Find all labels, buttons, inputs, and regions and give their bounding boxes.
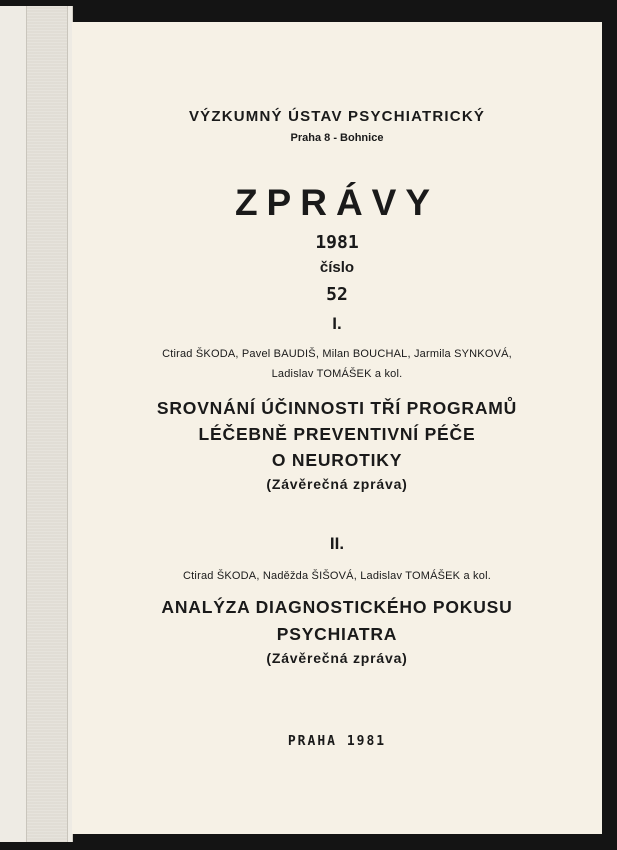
part-one-heading-line3: O NEUROTIKY — [271, 450, 403, 470]
part-one-heading-line1: SROVNÁNÍ ÚČINNOSTI TŘÍ PROGRAMŮ — [156, 398, 518, 418]
title-page — [72, 22, 602, 834]
part-two-numeral: II. — [329, 534, 345, 553]
institute-name: VÝZKUMNÝ ÚSTAV PSYCHIATRICKÝ — [188, 108, 486, 125]
institute-address: Praha 8 - Bohnice — [290, 132, 384, 144]
imprint-footer: PRAHA 1981 — [287, 734, 387, 749]
issue-label: číslo — [319, 259, 355, 276]
part-two-heading-line2: PSYCHIATRA — [276, 624, 398, 644]
spine-cloth-binding — [26, 6, 68, 842]
publication-title: ZPRÁVY — [234, 182, 440, 223]
part-two-authors: Ctirad ŠKODA, Naděžda ŠIŠOVÁ, Ladislav TOMÁŠEK a kol. — [183, 570, 491, 582]
part-two-heading-line1: ANALÝZA DIAGNOSTICKÉHO POKUSU — [161, 597, 513, 617]
issue-number: 52 — [326, 284, 348, 305]
part-one-authors-line1: Ctirad ŠKODA, Pavel BAUDIŠ, Milan BOUCHAL, Jarmila SYNKOVÁ, — [162, 348, 512, 360]
part-two-subtitle: (Závěrečná zpráva) — [266, 650, 408, 666]
book-spine — [0, 6, 73, 842]
part-one-numeral: I. — [332, 314, 342, 333]
publication-year: 1981 — [315, 232, 359, 253]
part-one-subtitle: (Závěrečná zpráva) — [266, 476, 408, 492]
part-one-heading-line2: LÉČEBNĚ PREVENTIVNÍ PÉČE — [198, 424, 476, 444]
part-one-authors-line2: Ladislav TOMÁŠEK a kol. — [271, 368, 403, 380]
